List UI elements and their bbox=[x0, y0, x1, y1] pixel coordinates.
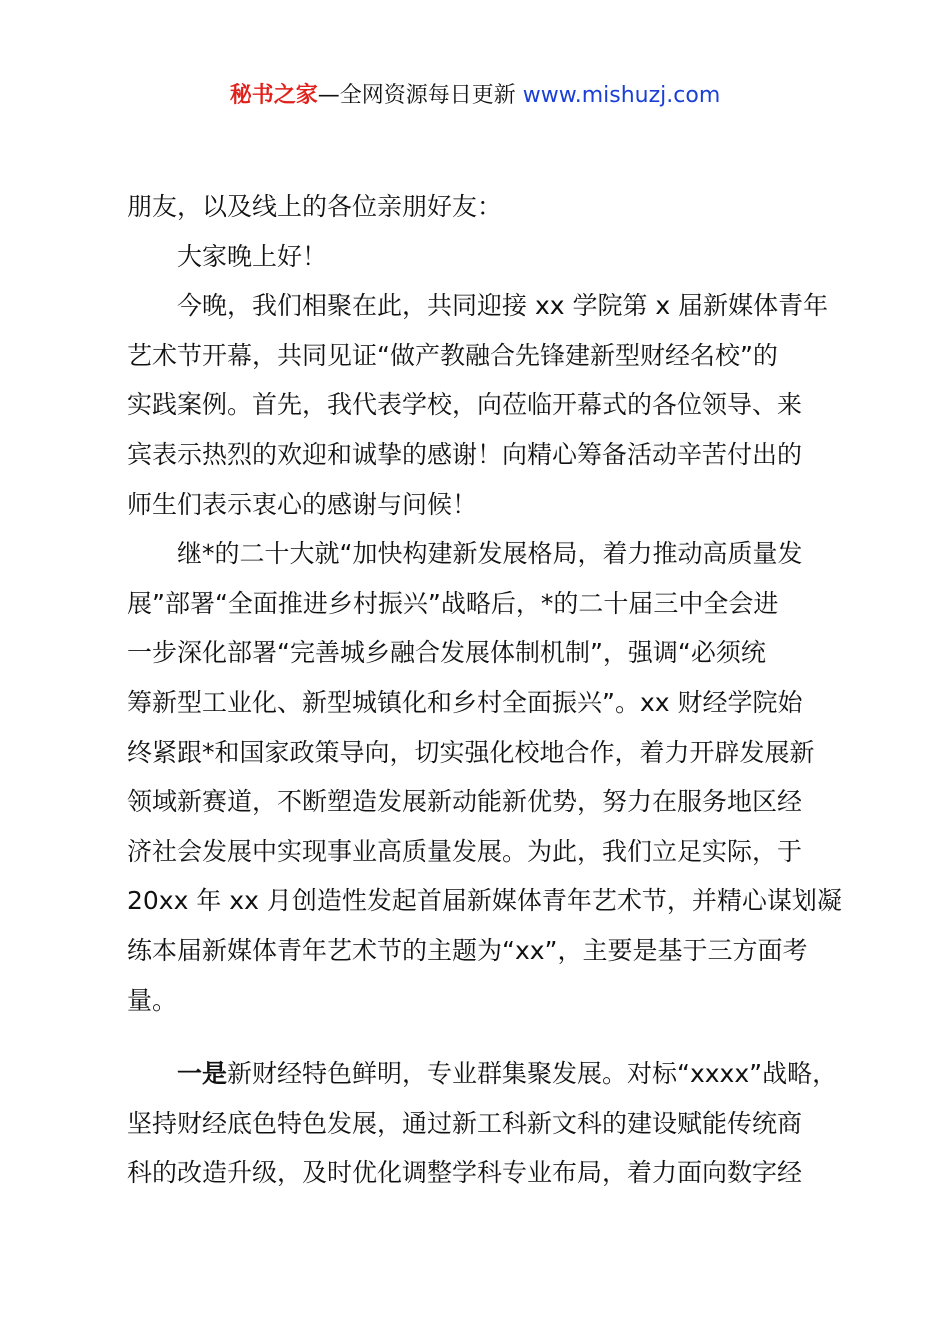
text-line: 坚持财经底色特色发展，通过新工科新文科的建设赋能传统商 bbox=[127, 1108, 803, 1138]
text-line: 练本届新媒体青年艺术节的主题为“xx”，主要是基于三方面考 bbox=[127, 935, 808, 965]
site-tagline: —全网资源每日更新 bbox=[317, 83, 516, 108]
text-line: 终紧跟*和国家政策导向，切实强化校地合作，着力开辟发展新 bbox=[127, 737, 815, 767]
text-line: 师生们表示衷心的感谢与问候！ bbox=[127, 489, 478, 519]
text-line: 朋友，以及线上的各位亲朋好友： bbox=[127, 192, 503, 221]
text-line: 筹新型工业化、新型城镇化和乡村全面振兴”。xx 财经学院始 bbox=[127, 687, 803, 717]
point-one-line bbox=[127, 1049, 837, 1099]
text-line: 艺术节开幕，共同见证“做产教融合先锋建新型财经名校”的 bbox=[127, 340, 778, 370]
site-brand: 秘书之家 bbox=[229, 83, 318, 108]
text-line: 宾表示热烈的欢迎和诚挚的感谢！向精心筹备活动辛苦付出的 bbox=[127, 439, 803, 469]
text-line: 济社会发展中实现事业高质量发展。为此，我们立足实际，于 bbox=[127, 836, 803, 866]
text-line: 一步深化部署“完善城乡融合发展体制机制”，强调“必须统 bbox=[127, 638, 766, 668]
greeting-line: 大家晚上好！ bbox=[177, 241, 328, 271]
point-one-text: 新财经特色鲜明，专业群集聚发展。对标“xxxx”战略， bbox=[227, 1059, 838, 1089]
site-header bbox=[0, 78, 950, 114]
text-line: 展”部署“全面推进乡村振兴”战略后，*的二十届三中全会进 bbox=[127, 588, 779, 618]
text-line: 实践案例。首先，我代表学校，向莅临开幕式的各位领导、来 bbox=[127, 390, 803, 420]
point-one-lead: 一是 bbox=[177, 1059, 228, 1089]
document-body bbox=[127, 182, 842, 1198]
text-line: 科的改造升级，及时优化调整学科专业布局，着力面向数字经 bbox=[127, 1158, 803, 1188]
site-url-link[interactable]: www.mishuzj.com bbox=[522, 83, 721, 108]
text-line: 领域新赛道，不断塑造发展新动能新优势，努力在服务地区经 bbox=[127, 787, 803, 817]
text-line: 今晚，我们相聚在此，共同迎接 xx 学院第 x 届新媒体青年 bbox=[177, 291, 829, 321]
text-line: 继*的二十大就“加快构建新发展格局，着力推动高质量发 bbox=[177, 539, 803, 569]
text-line: 量。 bbox=[127, 985, 178, 1015]
text-line: 20xx 年 xx 月创造性发起首届新媒体青年艺术节，并精心谋划凝 bbox=[127, 886, 842, 916]
